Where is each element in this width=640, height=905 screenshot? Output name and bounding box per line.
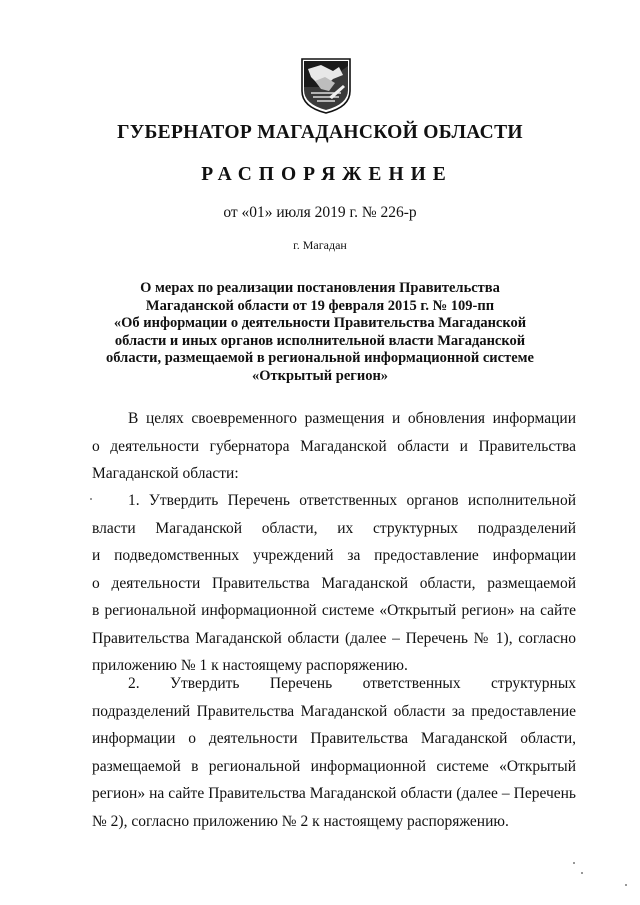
- document-type-title: РАСПОРЯЖЕНИЕ: [201, 164, 453, 185]
- scan-speck: [573, 862, 575, 864]
- body-line: 1. Утвердить Перечень ответственных органов исполнительной: [128, 492, 576, 509]
- item-1-paragraph: [92, 487, 576, 680]
- document-date-number: от «01» июля 2019 г. № 226-р: [223, 204, 417, 221]
- body-line: В целях своевременного размещения и обновления информации: [128, 410, 576, 427]
- body-line: регион» на сайте Правительства Магаданской области (далее – Перечень: [92, 785, 576, 802]
- subject-line: области, размещаемой в региональной информационной системе: [106, 350, 534, 366]
- body-line: о деятельности Правительства Магаданской области, размещаемой: [92, 574, 576, 592]
- scan-speck: [625, 884, 627, 886]
- body-line: информации о деятельности Правительства Магаданской области,: [92, 730, 576, 747]
- item-2-paragraph: [92, 670, 576, 835]
- body-line: Правительства Магаданской области (далее – Перечень № 1), согласно: [92, 629, 576, 647]
- authority-title: ГУБЕРНАТОР МАГАДАНСКОЙ ОБЛАСТИ: [117, 122, 523, 143]
- subject-line: «Об информации о деятельности Правительства Магаданской: [113, 315, 527, 331]
- body-line: подразделений Правительства Магаданской области за предоставление: [92, 702, 576, 720]
- body-line: власти Магаданской области, их структурных подразделений: [92, 519, 576, 537]
- magadan-coat-of-arms-icon: [299, 57, 353, 115]
- subject-line: «Открытый регион»: [251, 367, 389, 384]
- preamble-paragraph: [92, 405, 576, 488]
- scan-speck: [90, 498, 92, 500]
- body-line: № 2), согласно приложению № 2 к настоящему распоряжению.: [92, 812, 509, 830]
- subject-line: области и иных органов исполнительной власти Магаданской: [114, 332, 526, 349]
- scan-speck: [581, 872, 583, 874]
- body-line: приложению № 1 к настоящему распоряжению.: [92, 657, 408, 674]
- subject-line: О мерах по реализации постановления Правительства: [140, 280, 500, 296]
- body-line: 2. Утвердить Перечень ответственных структурных: [128, 675, 576, 692]
- body-line: размещаемой в региональной информационной системе «Открытый: [92, 757, 576, 775]
- document-subject: [80, 280, 560, 385]
- body-line: в региональной информационной системе «Открытый регион» на сайте: [92, 602, 576, 619]
- body-line: о деятельности губернатора Магаданской области и Правительства: [92, 437, 576, 455]
- body-line: Магаданской области:: [92, 465, 239, 482]
- document-city: г. Магадан: [293, 238, 347, 252]
- subject-line: Магаданской области от 19 февраля 2015 г. № 109-пп: [145, 297, 495, 314]
- body-line: и подведомственных учреждений за предоставление информации: [92, 547, 576, 564]
